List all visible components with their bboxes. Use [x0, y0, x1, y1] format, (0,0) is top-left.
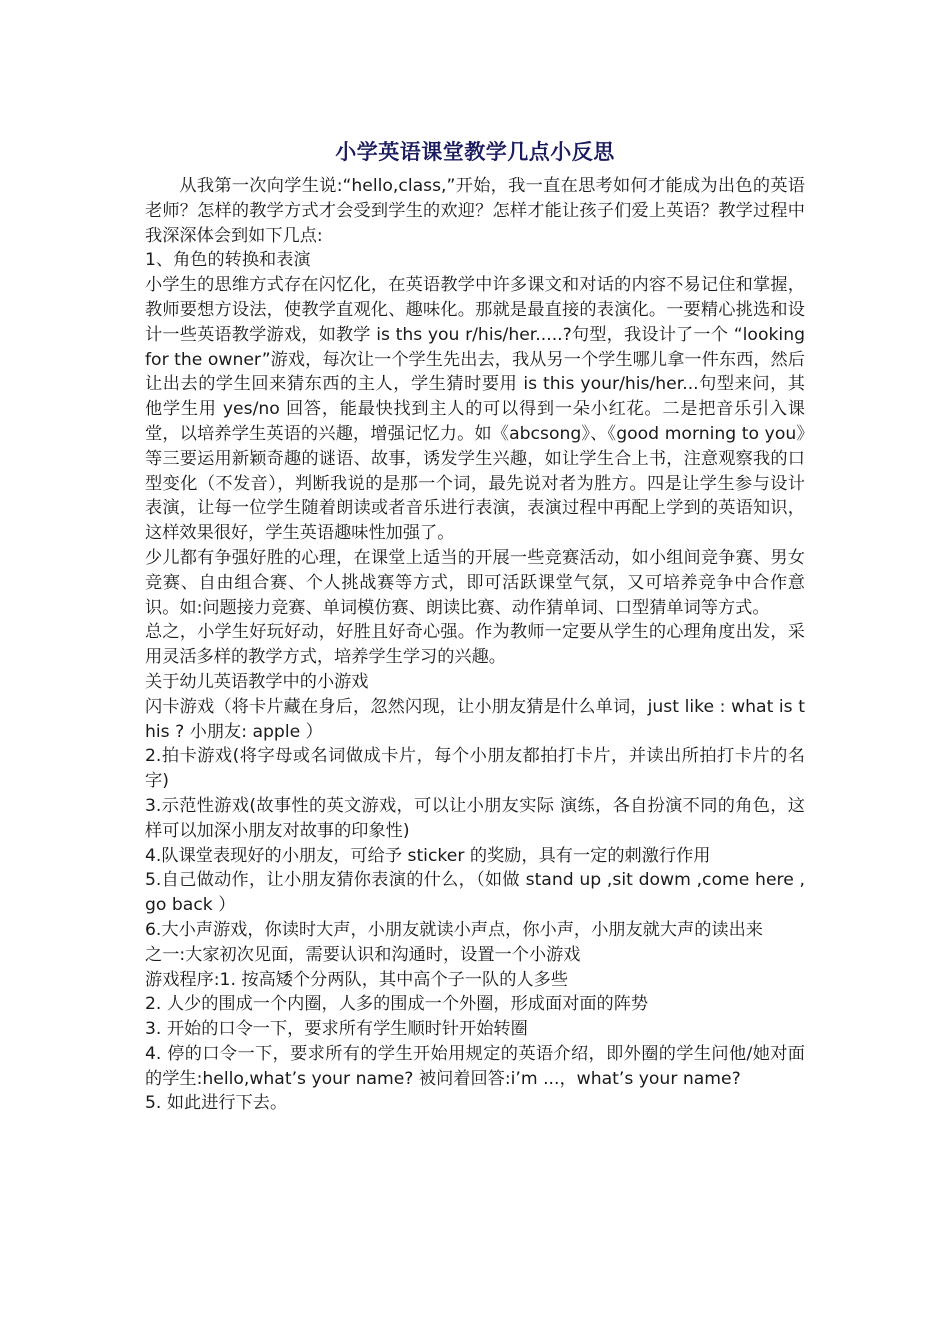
body-paragraph: 小学生的思维方式存在闪忆化，在英语教学中许多课文和对话的内容不易记住和掌握，教师要想方设法，使教学直观化、趣味化。那就是最直接的表演化。一要精心挑选和设计一些英语教学游戏，如教学 is ths you r/his/her.....?句型，我设计了一个 “looking for the owner”游戏，每次让一个学生先出去，我从另一个学生哪儿拿一件东西，然后让出去的学生回来猜东西的主人，学生猜时要用 is this your/his/her...句型来问，其他学生用 yes/no 回答，能最快找到主人的可以得到一朵小红花。二是把音乐引入课堂，以培养学生英语的兴趣，增强记忆力。如《abcsong》、《good morning to you》等三要运用新颖奇趣的谜语、故事，诱发学生兴趣，如让学生合上书，注意观察我的口型变化（不发音），判断我说的是那一个词，最先说对者为胜方。四是让学生参与设计表演，让每一位学生随着朗读或者音乐进行表演，表演过程中再配上学到的英语知识，这样效果很好，学生英语趣味性加强了。: [145, 275, 805, 544]
list-item: 闪卡游戏（将卡片藏在身后，忽然闪现，让小朋友猜是什么单词，just like : what is this ? 小朋友: apple ）: [145, 696, 805, 742]
list-item: 5. 如此进行下去。: [145, 1093, 288, 1114]
document-title: 小学英语课堂教学几点小反思: [335, 139, 615, 164]
list-item: 2.拍卡游戏(将字母或名词做成卡片，每个小朋友都拍打卡片，并读出所拍打卡片的名字): [145, 746, 805, 792]
body-paragraph: 少儿都有争强好胜的心理，在课堂上适当的开展一些竞赛活动，如小组间竞争赛、男女竞赛、自由组合赛、个人挑战赛等方式，即可活跃课堂气氛，又可培养竞争中合作意识。如:问题接力竞赛、单词模仿赛、朗读比赛、动作猜单词、口型猜单词等方式。: [145, 547, 805, 618]
list-item: 3. 开始的口令一下，要求所有学生顺时针开始转圈: [145, 1019, 528, 1040]
section-heading-games: 关于幼儿英语教学中的小游戏: [145, 671, 369, 692]
list-item: 6.大小声游戏，你读时大声，小朋友就读小声点，你小声，小朋友就大声的读出来: [145, 919, 763, 940]
list-item: 4. 停的口令一下，要求所有的学生开始用规定的英语介绍，即外圈的学生问他/她对面的学生:hello,what’s your name? 被问着回答:i’m ...，what’s your name?: [145, 1043, 805, 1089]
list-item: 游戏程序:1. 按高矮个分两队，其中高个子一队的人多些: [145, 969, 568, 990]
body-paragraph: 之一:大家初次见面，需要认识和沟通时，设置一个小游戏: [145, 944, 581, 965]
document-page: [145, 138, 805, 1116]
list-item: 4.队课堂表现好的小朋友，可给予 sticker 的奖励，具有一定的刺激行作用: [145, 845, 711, 866]
intro-paragraph: 从我第一次向学生说:“hello,class,”开始，我一直在思考如何才能成为出色的英语老师？怎样的教学方式才会受到学生的欢迎？怎样才能让孩子们爱上英语？教学过程中我深深体会到如下几点:: [145, 176, 805, 246]
list-item: 2. 人少的围成一个内圈，人多的围成一个外圈，形成面对面的阵势: [145, 994, 649, 1015]
list-item: 5.自己做动作，让小朋友猜你表演的什么，（如做 stand up ,sit dowm ,come here ,go back ）: [145, 870, 805, 916]
section-heading-1: 1、角色的转换和表演: [145, 250, 311, 271]
body-paragraph: 总之，小学生好玩好动，好胜且好奇心强。作为教师一定要从学生的心理角度出发，采用灵活多样的教学方式，培养学生学习的兴趣。: [145, 622, 805, 668]
list-item: 3.示范性游戏(故事性的英文游戏，可以让小朋友实际 演练，各自扮演不同的角色，这样可以加深小朋友对故事的印象性): [145, 795, 805, 841]
